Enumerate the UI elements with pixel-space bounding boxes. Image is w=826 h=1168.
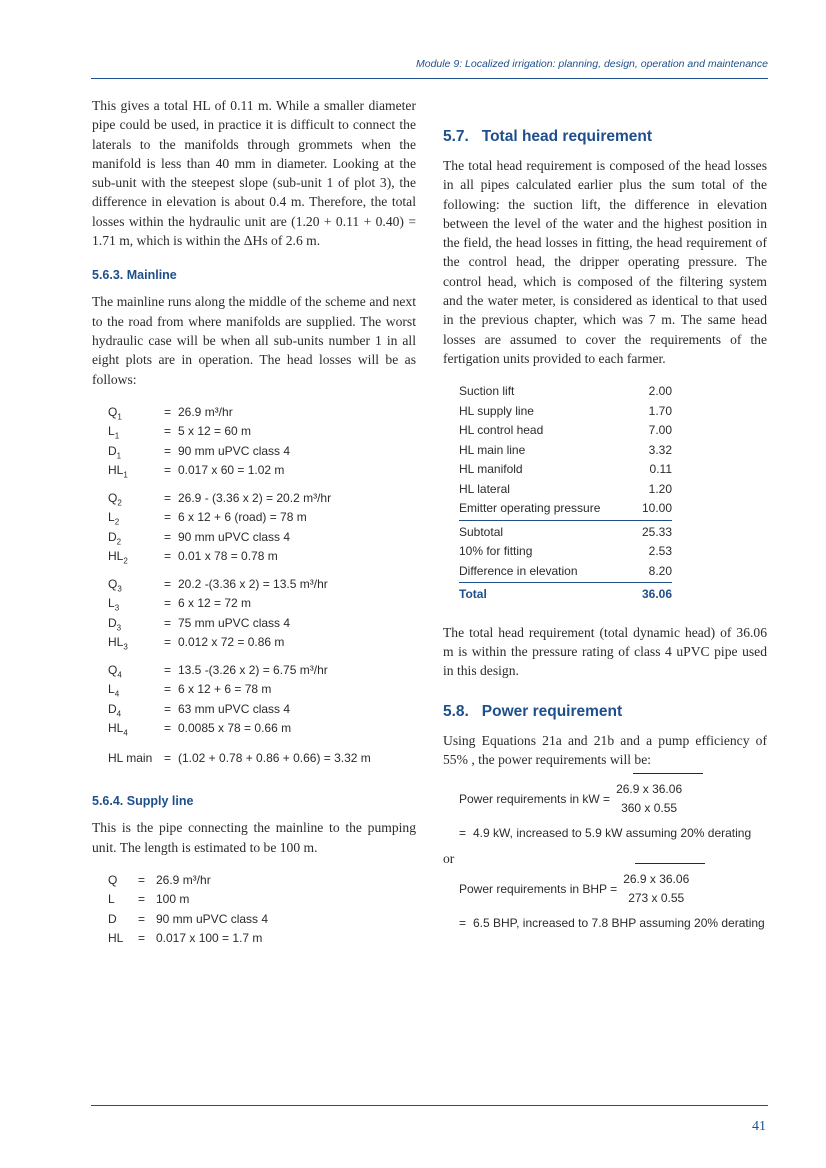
variable-name: Q <box>108 490 118 505</box>
equals-sign: = <box>164 424 172 439</box>
table-row <box>459 542 672 562</box>
equation-row <box>108 890 416 910</box>
equals-sign: = <box>164 529 172 544</box>
variable-name: HL <box>108 635 124 650</box>
variable-subscript: 4 <box>116 709 122 719</box>
table-row <box>459 499 672 519</box>
or-text: or <box>443 851 455 867</box>
equation-variable <box>108 700 164 720</box>
power-bhp-result: = 6.5 BHP, increased to 7.8 BHP assuming 20% derating <box>459 915 765 930</box>
power-bhp-formula <box>459 870 767 908</box>
rule-mark-2 <box>635 863 705 864</box>
equals-sign: = <box>164 443 172 458</box>
equation-value: 0.017 x 100 = 1.7 m <box>156 931 263 946</box>
equation-row <box>108 929 416 949</box>
rule-mark <box>633 773 703 774</box>
variable-subscript: 4 <box>117 670 122 680</box>
power-bhp-denominator: 273 x 0.55 <box>628 890 685 905</box>
equation-variable <box>108 614 164 634</box>
equation-row <box>108 633 416 653</box>
equation-variable <box>108 442 164 462</box>
equation-variable <box>108 422 164 442</box>
equals-sign: = <box>138 911 146 926</box>
power-paragraph: Using Equations 21a and 21b and a pump efficiency of 55% , the power requirements will be: <box>443 732 767 767</box>
variable-name: D <box>108 443 117 458</box>
variable-name: L <box>108 424 115 439</box>
equals-sign: = <box>164 490 172 505</box>
table-row <box>459 382 672 402</box>
equation-value: 26.9 m³/hr <box>156 872 211 887</box>
page-number: 41 <box>752 1119 766 1134</box>
equation-variable <box>108 594 164 614</box>
table-value: 0.11 <box>649 462 672 477</box>
equals-sign: = <box>164 463 172 478</box>
hl-main-row <box>108 749 416 769</box>
equation-row <box>108 442 416 462</box>
equation-variable <box>108 403 164 423</box>
table-row <box>459 421 672 441</box>
equation-variable: Q <box>108 872 118 887</box>
table-label: Emitter operating pressure <box>459 501 601 516</box>
equation-row <box>108 547 416 567</box>
equation-group <box>108 489 416 567</box>
equals-sign: = <box>164 750 172 765</box>
table-value: 25.33 <box>641 524 672 539</box>
equation-variable <box>108 575 164 595</box>
variable-subscript: 3 <box>123 642 128 652</box>
equation-row <box>108 661 416 681</box>
power-bhp-label: Power requirements in BHP = <box>459 881 618 896</box>
equation-group <box>108 575 416 653</box>
right-column <box>443 128 767 931</box>
equation-row <box>108 422 416 442</box>
variable-name: Q <box>108 404 118 419</box>
hl-main-label: HL main <box>108 750 153 765</box>
equals-sign: = <box>164 404 172 419</box>
power-bhp-result-text: 6.5 BHP, increased to 7.8 BHP assuming 20% derating <box>473 915 765 930</box>
table-value: 1.70 <box>648 403 672 418</box>
equals-sign: = <box>164 682 172 697</box>
variable-subscript: 1 <box>117 412 122 422</box>
variable-name: Q <box>108 576 118 591</box>
table-value: 8.20 <box>648 563 672 578</box>
equation-value: 6 x 12 + 6 = 78 m <box>178 682 272 697</box>
total-head-paragraph: The total head requirement is composed of the head losses in all pipes calculated earlier plus the sum total of the following: the suction lift, the difference in elevation between the level of the water and the highest position in the field, the head losses in fitting, the head requirement of the control head, the dripper operating pressure. The control head, which is composed of the filtering system and the water meter, is considered as identical to that used in the previous chapter, which was 7 m. The same head losses are assumed to cover the requirements of the fertigation units provided to each farmer. <box>443 158 767 366</box>
table-label: Difference in elevation <box>459 563 578 578</box>
variable-subscript: 2 <box>117 498 122 508</box>
equation-row <box>108 614 416 634</box>
equation-variable <box>108 528 164 548</box>
equation-row <box>108 403 416 423</box>
equation-row <box>108 719 416 739</box>
equation-variable: HL <box>108 931 124 946</box>
table-value: 36.06 <box>641 587 672 602</box>
equation-value: 90 mm uPVC class 4 <box>156 911 269 926</box>
table-value: 1.20 <box>648 481 672 496</box>
mainline-equations <box>108 403 416 769</box>
equals-sign: = <box>164 635 172 650</box>
equation-variable <box>108 680 164 700</box>
equation-value: 63 mm uPVC class 4 <box>178 701 291 716</box>
running-header: Module 9: Localized irrigation: planning, design, operation and maintenance <box>416 58 768 70</box>
table-label: HL supply line <box>459 403 534 418</box>
equals-sign: = <box>138 872 146 887</box>
power-kw-result: = 4.9 kW, increased to 5.9 kW assuming 20% derating <box>459 826 752 841</box>
power-kw-numerator: 26.9 x 36.06 <box>616 782 683 797</box>
equals-sign: = <box>164 549 172 564</box>
table-row <box>459 480 672 500</box>
equation-value: 6 x 12 + 6 (road) = 78 m <box>178 510 307 525</box>
equation-variable <box>108 508 164 528</box>
power-kw-formula <box>459 780 767 818</box>
variable-subscript: 1 <box>114 431 120 441</box>
equation-row <box>108 508 416 528</box>
equals-sign: = <box>164 576 172 591</box>
header-rule <box>91 78 768 79</box>
equals-sign: = <box>164 662 172 677</box>
equation-variable <box>108 719 164 739</box>
equation-value: 5 x 12 = 60 m <box>178 424 252 439</box>
table-row <box>459 402 672 422</box>
table-row <box>459 441 672 461</box>
equation-value: 90 mm uPVC class 4 <box>178 529 291 544</box>
equals-sign: = <box>164 510 172 525</box>
variable-name: HL <box>108 463 124 478</box>
supply-line-equations <box>108 871 416 949</box>
mainline-paragraph: The mainline runs along the middle of the scheme and next to the road from where manifolds are supplied. The worst hydraulic case will be when all sub-units number 1 in all eight plots are in operation. The head losses will be as follows: <box>92 294 416 387</box>
table-label: Total <box>459 587 487 602</box>
table-value: 7.00 <box>648 423 672 438</box>
equals-sign: = <box>164 701 172 716</box>
intro-paragraph: This gives a total HL of 0.11 m. While a smaller diameter pipe could be used, in practice it is difficult to connect the laterals to the manifolds through grommets when the manifold is less than 40 mm in diameter. Looking at the sub-unit with the steepest slope (sub-unit 1 of plot 3), the difference in elevation is about 0.4 m. Therefore, the total losses within the hydraulic unit are (1.20 + 0.11 + 0.40) = 1.71 m, which is within the ΔHs of 2.6 m. <box>92 98 416 249</box>
power-kw-result-text: 4.9 kW, increased to 5.9 kW assuming 20% derating <box>473 826 752 841</box>
variable-name: HL <box>108 721 124 736</box>
equation-variable: D <box>108 911 117 926</box>
equation-value: 0.01 x 78 = 0.78 m <box>178 549 278 564</box>
power-bhp-numerator: 26.9 x 36.06 <box>623 871 690 886</box>
table-row <box>459 460 672 480</box>
variable-name: L <box>108 682 115 697</box>
head-requirement-table <box>459 382 672 605</box>
variable-name: D <box>108 615 117 630</box>
variable-name: L <box>108 596 115 611</box>
hl-main-value: (1.02 + 0.78 + 0.86 + 0.66) = 3.32 m <box>178 750 371 765</box>
table-label: HL lateral <box>459 481 510 496</box>
equation-row <box>108 700 416 720</box>
table-label: 10% for fitting <box>459 544 533 559</box>
power-heading: 5.8. Power requirement <box>443 702 623 720</box>
equation-row <box>108 871 416 891</box>
equation-value: 0.012 x 72 = 0.86 m <box>178 635 285 650</box>
equation-variable <box>108 547 164 567</box>
table-value: 10.00 <box>641 501 672 516</box>
equation-variable <box>108 461 164 481</box>
left-column <box>92 96 416 949</box>
equation-value: 90 mm uPVC class 4 <box>178 443 291 458</box>
equals-sign: = <box>164 596 172 611</box>
table-value: 2.53 <box>648 544 672 559</box>
equals-sign: = <box>164 615 172 630</box>
table-label: HL manifold <box>459 462 523 477</box>
equation-row <box>108 461 416 481</box>
footer-rule <box>91 1105 768 1106</box>
table-divider <box>459 582 672 583</box>
variable-name: Q <box>108 662 118 677</box>
variable-subscript: 3 <box>117 584 122 594</box>
power-bhp-fraction <box>623 870 689 908</box>
variable-name: HL <box>108 549 124 564</box>
variable-name: L <box>108 510 115 525</box>
supply-line-heading: 5.6.4. Supply line <box>92 794 194 809</box>
variable-name: D <box>108 701 117 716</box>
equation-value: 6 x 12 = 72 m <box>178 596 252 611</box>
equation-group <box>108 661 416 739</box>
equation-variable <box>108 661 164 681</box>
table-label: Subtotal <box>459 524 504 539</box>
table-label: HL control head <box>459 423 544 438</box>
variable-subscript: 4 <box>123 728 128 738</box>
equals-sign: = <box>164 721 172 736</box>
total-head-heading: 5.7. Total head requirement <box>443 128 653 145</box>
power-kw-denominator: 360 x 0.55 <box>621 801 678 816</box>
mainline-heading: 5.6.3. Mainline <box>92 268 177 283</box>
equation-variable: L <box>108 892 115 907</box>
equation-row <box>108 680 416 700</box>
table-label: HL main line <box>459 442 526 457</box>
equation-row <box>108 489 416 509</box>
equation-value: 20.2 -(3.36 x 2) = 13.5 m³/hr <box>178 576 328 591</box>
power-kw-label: Power requirements in kW = <box>459 792 611 807</box>
power-kw-fraction <box>616 780 682 818</box>
equals-sign: = <box>138 892 146 907</box>
equation-row <box>108 594 416 614</box>
equation-row <box>108 528 416 548</box>
equation-row <box>108 910 416 930</box>
equation-group <box>108 403 416 481</box>
equation-variable <box>108 489 164 509</box>
variable-subscript: 2 <box>114 517 120 527</box>
table-total-row <box>459 585 672 605</box>
table-divider <box>459 520 672 521</box>
equation-row <box>108 575 416 595</box>
equation-value: 100 m <box>156 892 190 907</box>
table-row <box>459 562 672 582</box>
after-table-paragraph: The total head requirement (total dynamic head) of 36.06 m is within the pressure rating of class 4 uPVC pipe used in this design. <box>443 624 767 679</box>
table-label: Suction lift <box>459 384 515 399</box>
equation-value: 75 mm uPVC class 4 <box>178 615 291 630</box>
equation-value: 13.5 -(3.26 x 2) = 6.75 m³/hr <box>178 662 328 677</box>
equals-sign: = <box>138 931 146 946</box>
variable-subscript: 2 <box>123 556 128 566</box>
variable-subscript: 2 <box>116 537 122 547</box>
equation-value: 26.9 m³/hr <box>178 404 233 419</box>
equation-variable <box>108 633 164 653</box>
variable-name: D <box>108 529 117 544</box>
table-value: 2.00 <box>648 384 672 399</box>
variable-subscript: 4 <box>114 689 120 699</box>
variable-subscript: 3 <box>114 603 120 613</box>
variable-subscript: 1 <box>123 470 128 480</box>
table-row <box>459 523 672 543</box>
variable-subscript: 3 <box>116 623 122 633</box>
variable-subscript: 1 <box>116 451 122 461</box>
table-value: 3.32 <box>648 442 672 457</box>
equation-value: 26.9 - (3.36 x 2) = 20.2 m³/hr <box>178 490 332 505</box>
equation-value: 0.017 x 60 = 1.02 m <box>178 463 285 478</box>
supply-line-paragraph: This is the pipe connecting the mainline to the pumping unit. The length is estimated to be 100 m. <box>92 820 416 855</box>
equation-value: 0.0085 x 78 = 0.66 m <box>178 721 292 736</box>
